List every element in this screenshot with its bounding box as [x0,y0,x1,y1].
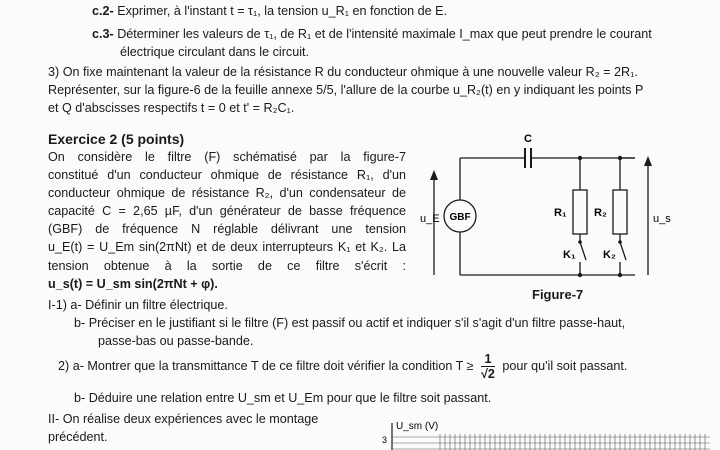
question-3-line2: Représenter, sur la figure-6 de la feuille annexe 5/5, l'allure de la courbe u_R₂(t) en y indiquant les points P [48,83,644,97]
label-us: u_s [653,213,671,225]
resistor-r1 [573,190,587,234]
graph-ytick: 3 [382,435,388,445]
label-r2: R₂ [594,207,607,219]
label-ue: u_E [420,213,440,225]
graph-partial [380,415,710,450]
exercise-paragraph-line-7: tension obtenue à la sortie de ce filtre s'écrit : [48,259,406,273]
question-3-line1: 3) On fixe maintenant la valeur de la résistance R du conducteur ohmique à une nouvelle valeur R₂ = 2R₁. [48,65,638,79]
label-gbf: GBF [449,212,471,223]
exercise-paragraph-line-5: (GBF) de fréquence N réglable délivrant une tension [48,222,406,236]
exercise-paragraph-line-4: capacité C = 2,65 µF, d'un générateur de basse fréquence [48,204,406,218]
label-r1: R₁ [554,207,567,219]
exercise-paragraph-line-1: On considère le filtre (F) schématisé par la figure-7 [48,150,406,164]
question-1a: I-1) a- Définir un filtre électrique. [48,298,228,312]
label-k1: K₁ [563,249,576,261]
label-k2: K₂ [603,249,616,261]
exercise-paragraph-line-6: u_E(t) = U_Em sin(2πNt) et de deux interrupteurs K₁ et K₂. La [48,240,406,254]
question-1b-cont: passe-bas ou passe-bande. [98,334,254,348]
switch-k1 [580,242,586,260]
exercise-title: Exercice 2 (5 points) [48,131,185,147]
exercise-paragraph-line-3: conducteur ohmique de résistance R₂, d'un condensateur de [48,186,406,200]
circuit-diagram [420,130,710,310]
question-3-line3: et Q d'abscisses respectifs t = 0 et t' = R₂C₁. [48,101,295,115]
graph-ylabel: U_sm (V) [396,421,439,432]
figure-caption: Figure-7 [532,287,584,302]
question-1b: b- Préciser en le justifiant si le filtre (F) est passif ou actif et indiquer s'il s'agit d'un filtre passe-haut, [74,316,626,330]
exercise-paragraph-line-2: constitué d'un conducteur ohmique de résistance R₁, d'un [48,168,406,182]
question-c3-cont: électrique circulant dans le circuit. [120,45,309,59]
us-arrow-head [644,156,652,166]
question-2a: 2) a- Montrer que la transmittance T de ce filtre doit vérifier la condition T ≥ $\frac{1}{√2}$ pour qu'il soit passant. [58,352,628,381]
switch-k2 [620,242,626,260]
graph-grid [440,434,705,450]
label-c: C [524,133,532,145]
output-voltage-expression: u_s(t) = U_sm sin(2πNt + φ). [48,277,218,291]
question-2b: b- Déduire une relation entre U_sm et U_Em pour que le filtre soit passant. [74,391,492,405]
resistor-r2 [613,190,627,234]
question-II-line2: précédent. [48,430,108,444]
fraction: $\frac{1}{√2}$ [480,352,495,381]
ue-arrow-head [430,170,438,180]
question-II-line1: II- On réalise deux expériences avec le montage [48,412,319,426]
question-c2: c.2- Exprimer, à l'instant t = τ₁, la tension u_R₁ en fonction de E. [92,4,448,18]
question-c3: c.3- Déterminer les valeurs de τ₁, de R₁ et de l'intensité maximale I_max que peut prendre le courant [92,27,652,41]
